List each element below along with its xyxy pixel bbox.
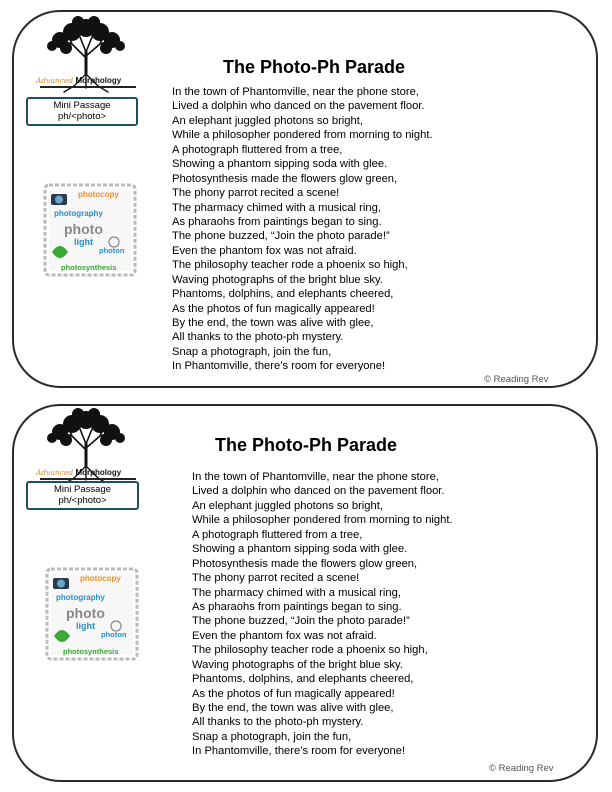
poem-line: A photograph fluttered from a tree, bbox=[172, 143, 343, 156]
poem-line: Snap a photograph, join the fun, bbox=[172, 345, 332, 358]
poem-line: The phony parrot recited a scene! bbox=[172, 187, 340, 200]
poem-line: Showing a phantom sipping soda with glee. bbox=[172, 158, 388, 171]
passage-poem-top bbox=[172, 85, 433, 374]
poem-line: Phantoms, dolphins, and elephants cheered, bbox=[172, 288, 394, 301]
word-photography: photography bbox=[54, 209, 103, 218]
word-light: light bbox=[76, 621, 95, 631]
mini-passage-title: Mini Passage bbox=[53, 100, 111, 111]
poem-line: The phone buzzed, “Join the photo parade!” bbox=[172, 230, 390, 243]
word-photo: photo bbox=[64, 221, 103, 237]
word-photo: photo bbox=[66, 605, 105, 621]
poem-line: Photosynthesis made the flowers glow green, bbox=[192, 557, 418, 570]
poem-line: The philosophy teacher rode a phoenix so high, bbox=[172, 259, 408, 272]
poem-line: The philosophy teacher rode a phoenix so high, bbox=[192, 644, 428, 657]
poem-line: By the end, the town was alive with glee, bbox=[172, 317, 374, 329]
poem-line: Lived a dolphin who danced on the pavement floor. bbox=[192, 485, 445, 498]
poem-line: The phony parrot recited a scene! bbox=[192, 572, 360, 585]
word-photon: photon bbox=[101, 630, 127, 639]
mini-passage-label-bottom bbox=[26, 481, 139, 510]
word-photosynthesis: photosynthesis bbox=[61, 263, 117, 272]
logo-brand-name: Morphology bbox=[75, 468, 122, 477]
word-photon: photon bbox=[99, 246, 125, 255]
word-photography: photography bbox=[56, 593, 105, 602]
poem-line: As the photos of fun magically appeared! bbox=[192, 687, 395, 700]
poem-line: Showing a phantom sipping soda with glee. bbox=[192, 543, 408, 556]
poem-line: All thanks to the photo-ph mystery. bbox=[172, 331, 344, 344]
poem-line: By the end, the town was alive with glee, bbox=[192, 702, 394, 714]
mini-passage-title: Mini Passage bbox=[53, 484, 112, 495]
poem-line: An elephant juggled photons so bright, bbox=[172, 114, 363, 127]
camera-icon bbox=[53, 578, 69, 589]
poem-line: In Phantomville, there’s room for everyone! bbox=[172, 360, 386, 373]
poem-line: Phantoms, dolphins, and elephants cheered, bbox=[192, 673, 414, 686]
morphology-logo-bottom bbox=[34, 406, 144, 488]
photo-word-card-bottom bbox=[44, 566, 140, 662]
word-photosynthesis: photosynthesis bbox=[63, 647, 119, 656]
poem-line: In Phantomville, there’s room for everyone! bbox=[192, 745, 406, 758]
passage-title-bottom: The Photo-Ph Parade bbox=[215, 435, 398, 455]
word-photocopy: photocopy bbox=[78, 190, 119, 199]
poem-line: As pharaohs from paintings began to sing. bbox=[192, 600, 402, 613]
poem-line: Waving photographs of the bright blue sky. bbox=[192, 658, 403, 671]
mini-passage-pattern: ph/<photo> bbox=[58, 495, 107, 506]
poem-line: Photosynthesis made the flowers glow green, bbox=[172, 172, 398, 185]
poem-line: All thanks to the photo-ph mystery. bbox=[192, 716, 364, 729]
poem-line: As the photos of fun magically appeared! bbox=[172, 302, 375, 315]
logo-brand-prefix: Advanced bbox=[36, 468, 74, 477]
copyright-credit-top: © Reading Rev bbox=[484, 374, 549, 385]
photo-word-card-image bbox=[44, 566, 140, 662]
poem-line: In the town of Phantomville, near the phone store, bbox=[192, 471, 439, 483]
poem-line: While a philosopher pondered from morning to night. bbox=[192, 514, 453, 527]
word-light: light bbox=[74, 237, 93, 247]
mini-passage-label-top bbox=[26, 97, 138, 126]
logo-brand-prefix: Advanced bbox=[36, 76, 74, 85]
mini-passage-pattern: ph/<photo> bbox=[57, 111, 107, 122]
passage-poem-bottom bbox=[192, 470, 453, 759]
poem-line: The pharmacy chimed with a musical ring, bbox=[192, 586, 401, 599]
poem-line: An elephant juggled photons so bright, bbox=[192, 499, 383, 512]
poem-line: The phone buzzed, “Join the photo parade!” bbox=[192, 615, 410, 628]
logo-divider bbox=[40, 86, 136, 88]
word-photocopy: photocopy bbox=[80, 574, 121, 583]
poem-line: Even the phantom fox was not afraid. bbox=[172, 244, 357, 257]
poem-line: Even the phantom fox was not afraid. bbox=[192, 629, 377, 642]
morphology-logo-top bbox=[34, 14, 144, 96]
passage-title-top: The Photo-Ph Parade bbox=[223, 57, 406, 77]
logo-brand-name: Morphology bbox=[75, 76, 122, 85]
poem-line: A photograph fluttered from a tree, bbox=[192, 528, 363, 541]
logo-divider bbox=[40, 478, 136, 480]
poem-line: In the town of Phantomville, near the phone store, bbox=[172, 86, 419, 98]
poem-line: As pharaohs from paintings began to sing. bbox=[172, 215, 382, 228]
logo-wordmark bbox=[36, 468, 146, 477]
photo-word-card-image bbox=[42, 182, 138, 278]
logo-wordmark bbox=[36, 76, 146, 85]
copyright-credit-bottom: © Reading Rev bbox=[489, 763, 554, 774]
poem-line: While a philosopher pondered from morning to night. bbox=[172, 129, 433, 142]
poem-line: Snap a photograph, join the fun, bbox=[192, 730, 352, 743]
poem-line: Waving photographs of the bright blue sky. bbox=[172, 273, 383, 286]
photo-word-card-top bbox=[42, 182, 138, 278]
poem-line: The pharmacy chimed with a musical ring, bbox=[172, 201, 381, 214]
camera-icon bbox=[51, 194, 67, 205]
poem-line: Lived a dolphin who danced on the pavement floor. bbox=[172, 100, 425, 113]
